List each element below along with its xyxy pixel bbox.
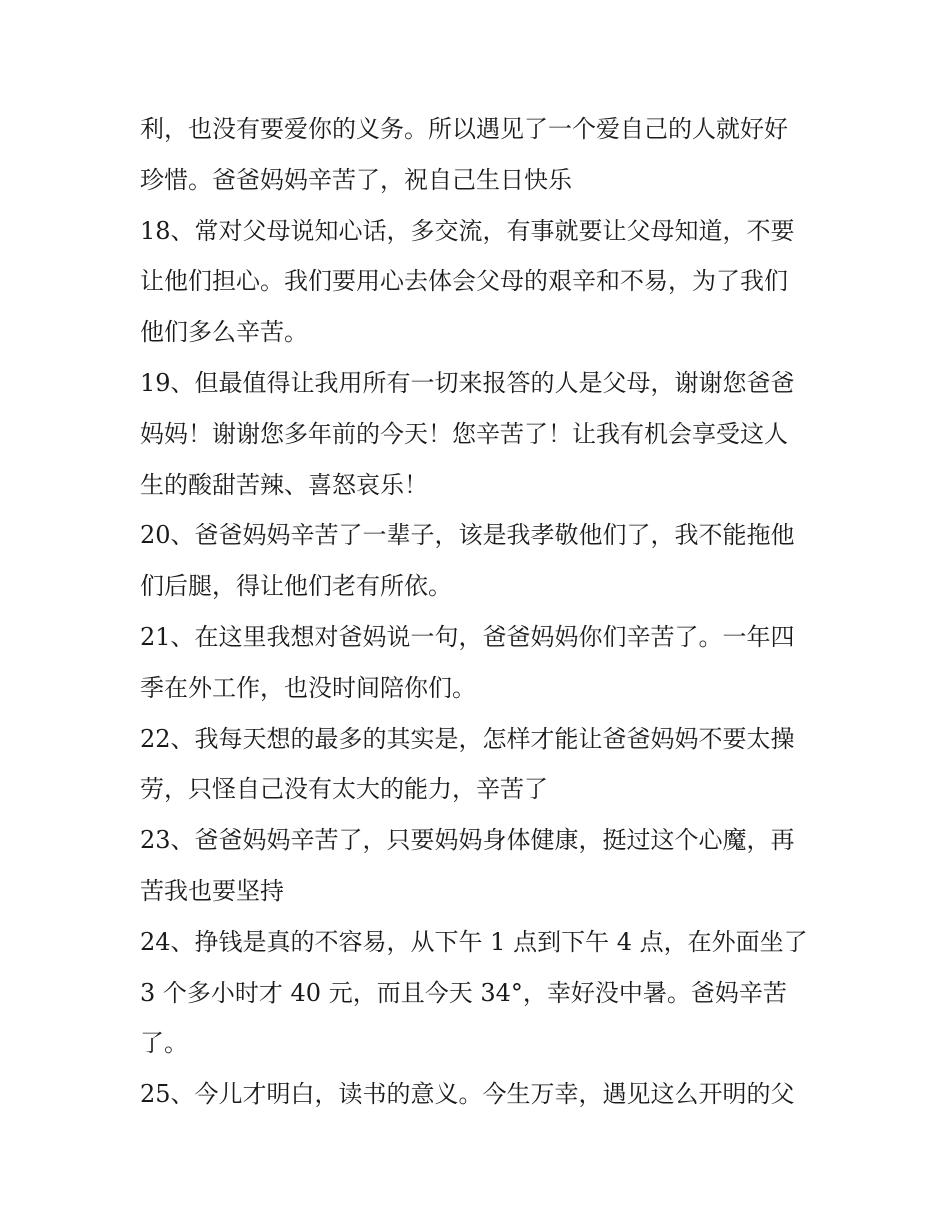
text-line: 了。 bbox=[140, 1029, 188, 1058]
text-line: 22、我每天想的最多的其实是，怎样才能让爸爸妈妈不要太操 bbox=[140, 724, 795, 753]
text-line: 珍惜。爸爸妈妈辛苦了，祝自己生日快乐 bbox=[140, 165, 572, 194]
text-line: 25、今儿才明白，读书的意义。今生万幸，遇见这么开明的父 bbox=[140, 1080, 795, 1109]
text-line: 苦我也要坚持 bbox=[140, 876, 284, 905]
text-line: 19、但最值得让我用所有一切来报答的人是父母，谢谢您爸爸 bbox=[140, 368, 795, 397]
text-line: 20、爸爸妈妈辛苦了一辈子，该是我孝敬他们了，我不能拖他 bbox=[140, 521, 795, 550]
document-body bbox=[140, 104, 820, 1120]
text-line: 季在外工作，也没时间陪你们。 bbox=[140, 673, 476, 702]
text-line: 24、挣钱是真的不容易，从下午 1 点到下午 4 点，在外面坐了 bbox=[140, 927, 808, 956]
text-line: 让他们担心。我们要用心去体会父母的艰辛和不易，为了我们 bbox=[140, 267, 788, 296]
text-line: 生的酸甜苦辣、喜怒哀乐！ bbox=[140, 470, 428, 499]
text-line: 3 个多小时才 40 元，而且今天 34°，幸好没中暑。爸妈辛苦 bbox=[140, 978, 787, 1007]
text-line: 21、在这里我想对爸妈说一句，爸爸妈妈你们辛苦了。一年四 bbox=[140, 622, 795, 651]
text-line: 劳，只怪自己没有太大的能力，辛苦了 bbox=[140, 775, 548, 804]
text-line: 他们多么辛苦。 bbox=[140, 318, 308, 347]
text-line: 23、爸爸妈妈辛苦了，只要妈妈身体健康，挺过这个心魔，再 bbox=[140, 826, 795, 855]
text-line: 18、常对父母说知心话，多交流，有事就要让父母知道，不要 bbox=[140, 216, 795, 245]
text-line: 们后腿，得让他们老有所依。 bbox=[140, 572, 452, 601]
text-line: 利，也没有要爱你的义务。所以遇见了一个爱自己的人就好好 bbox=[140, 115, 788, 143]
text-line: 妈妈！谢谢您多年前的今天！您辛苦了！让我有机会享受这人 bbox=[140, 419, 788, 448]
